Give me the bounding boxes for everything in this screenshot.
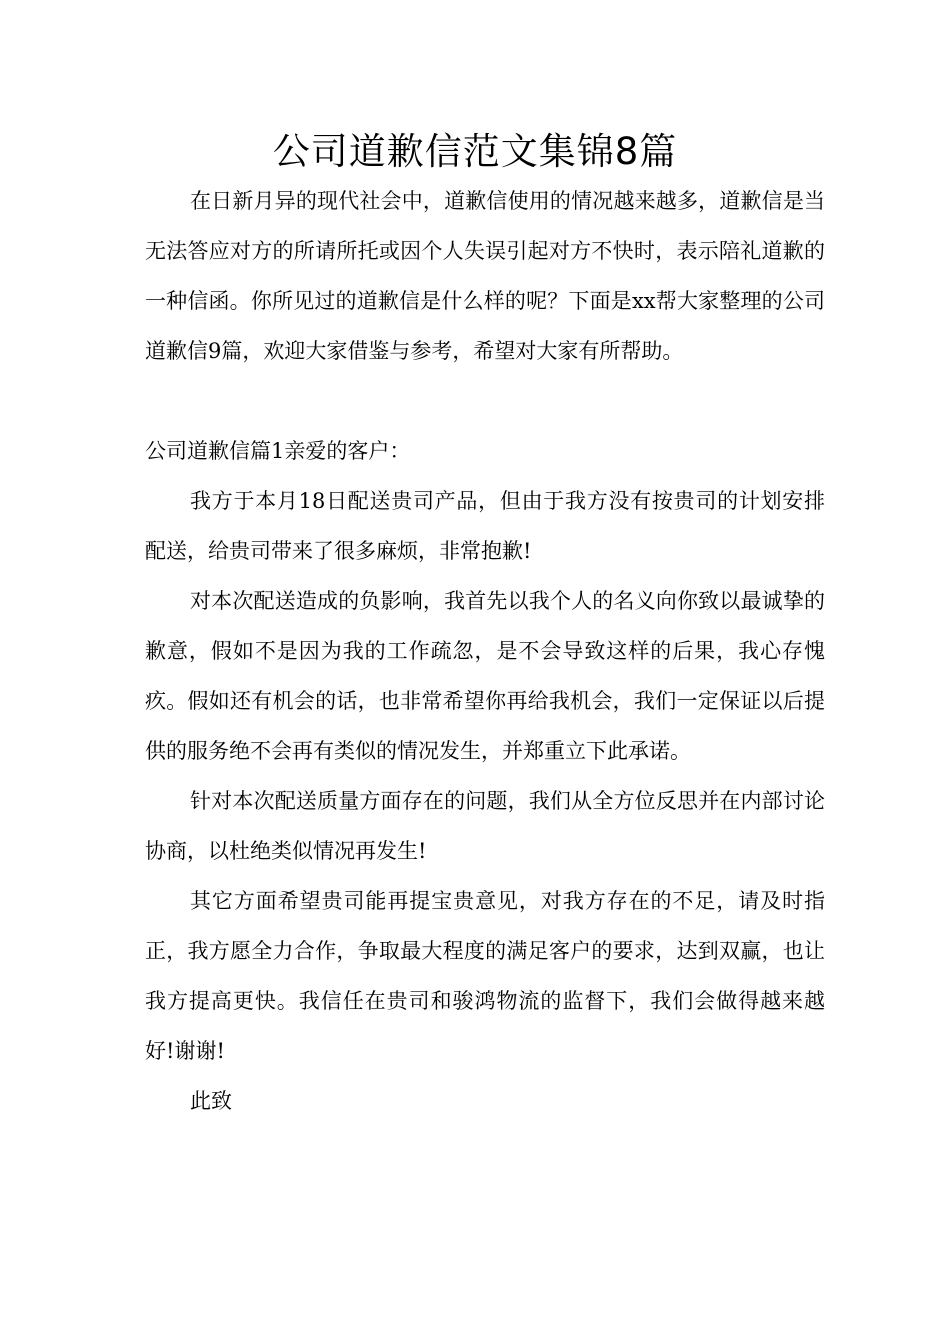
intro-paragraph: 在日新月异的现代社会中，道歉信使用的情况越来越多，道歉信是当无法答应对方的所请所托或因个人失误引起对方不快时，表示陪礼道歉的一种信函。你所见过的道歉信是什么样的呢？下面是xx帮大家整理的公司道歉信9篇，欢迎大家借鉴与参考，希望对大家有所帮助。 [145,189,825,363]
section-number: 篇1 [250,439,285,463]
section-heading [145,426,825,476]
body-paragraph: 对本次配送造成的负影响，我首先以我个人的名义向你致以最诚挚的歉意，假如不是因为我的工作疏忽，是不会导致这样的后果，我心存愧疚。假如还有机会的话，也非常希望你再给我机会，我们一定保证以后提供的服务绝不会再有类似的情况发生，并郑重立下此承诺。 [145,589,825,763]
greeting: 亲爱的客户： [284,439,411,463]
body-paragraph: 我方于本月18日配送贵司产品，但由于我方没有按贵司的计划安排配送，给贵司带来了很多麻烦，非常抱歉! [145,489,825,563]
blank-line [145,376,825,426]
document-body [145,176,825,1126]
document-title: 公司道歉信范文集锦8篇 [272,130,678,173]
body-paragraph: 其它方面希望贵司能再提宝贵意见，对我方存在的不足，请及时指正，我方愿全力合作，争取最大程度的满足客户的要求，达到双赢，也让我方提高更快。我信任在贵司和骏鸿物流的监督下，我们会做得越来越好!谢谢! [145,889,825,1063]
closing-line: 此致 [190,1089,232,1113]
section-label: 公司道歉信 [145,439,250,463]
body-paragraph: 针对本次配送质量方面存在的问题，我们从全方位反思并在内部讨论协商，以杜绝类似情况再发生! [145,789,825,863]
